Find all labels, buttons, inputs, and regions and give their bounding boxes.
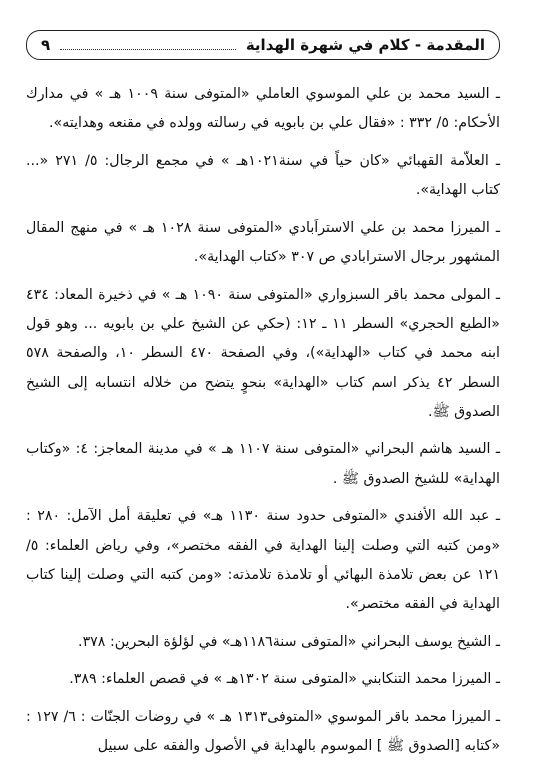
- paragraph-9: ـ الميرزا محمد باقر الموسوي «المتوفى١٣١٣ هـ » في روضات الجنّات : ٦/ ١٢٧ : «كتابه [الصدوق ﷺ ] الموسوم بالهداية في الأصول والفقه على سبيل: [26, 709, 500, 755]
- header-dotted-leader: [60, 49, 236, 50]
- main-text: [26, 80, 500, 770]
- header-title: المقدمة - كلام في شهرة الهداية: [245, 36, 485, 54]
- paragraph-3: ـ الميرزا محمد بن علي الاستراَبادي «المتوفى سنة ١٠٢٨ هـ » في منهج المقال المشهور برجال الاسترابادي ص ٣٠٧ «كتاب الهداية».: [26, 219, 501, 266]
- page-number: ٩: [41, 36, 51, 54]
- paragraph-4: ـ المولى محمد باقر السبزواري «المتوفى سنة ١٠٩٠ هـ » في ذخيرة المعاد: ٤٣٤ «الطبع الحجري» السطر ١١ ـ ١٢: (حكي عن الشيخ علي بن بابويه ... وهو قول ابنه محمد في كتاب «الهداية»)، وفي الصفحة ٤٧٠ السطر ١٠، والصفحة ٥٧٨ السطر ٤٢ يذكر اسم كتاب «الهداية» بنحوٍ يتضح من خلاله انتسابه إلى الشيخ الصدوق ﷺ.: [26, 286, 500, 420]
- paragraph-6: ـ عبد الله الأفندي «المتوفى حدود سنة ١١٣٠ هـ» في تعليقة أمل الآمل: ٢٨٠ : «ومن كتبه التي وصلت إلينا الهداية في الفقه مختصر»، وفي رياض العلماء: ٥/ ١٢١ عن بعض تلامذة البهائي أو تلامذة تلامذته: «ومن كتبه التي وصلت إلينا كتاب الهداية في الفقه مختصر».: [26, 508, 500, 613]
- paragraph-2: ـ العلاّمة القهبائي «كان حياً في سنة١٠٢١هـ » في مجمع الرجال: ٥/ ٢٧١ «... كتاب الهداية».: [26, 152, 500, 199]
- page-header: [26, 30, 500, 60]
- paragraph-5: ـ السيد هاشم البحراني «المتوفى سنة ١١٠٧ هـ » في مدينة المعاجز: ٤: «وكتاب الهداية» للشيخ الصدوق ﷺ .: [26, 441, 500, 487]
- paragraph-1: ـ السيد محمد بن علي الموسوي العاملي «المتوفى سنة ١٠٠٩ هـ » في مدارك الأحكام: ٥/ ٣٣٢ : «فقال علي بن بابويه في رسالته وولده في مقنعه وهدايته».: [26, 86, 501, 132]
- paragraph-8: ـ الميرزا محمد التنكابني «المتوفى سنة ١٣٠٢هـ » في قصص العلماء: ٣٨٩.: [69, 671, 500, 688]
- paragraph-7: ـ الشيخ يوسف البحراني «المتوفى سنة١١٨٦هـ» في لؤلؤة البحرين: ٣٧٨.: [78, 633, 500, 650]
